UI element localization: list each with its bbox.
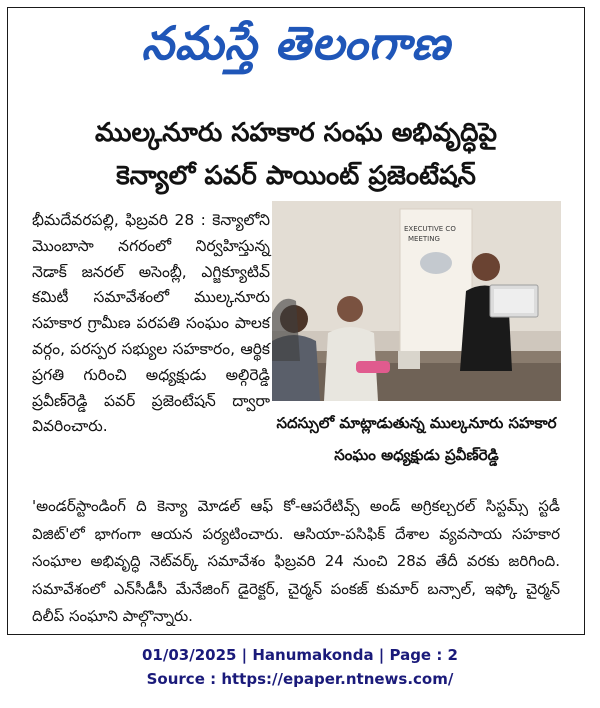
article-body-full-width [32, 493, 560, 631]
headline-line-2: కెన్యాలో పవర్ పాయింట్ ప్రజెంటేషన్ [116, 161, 476, 191]
article-photo [272, 201, 561, 401]
news-clipping [7, 7, 585, 635]
headline-line-1: ముల్కనూరు సహకార సంఘ అభివృద్ధిపై [95, 118, 497, 148]
banner-text-1: EXECUTIVE CO [404, 225, 456, 233]
newspaper-masthead: నమస్తే తెలంగాణ [141, 16, 451, 70]
banner-text-2: MEETING [408, 235, 440, 243]
source-link[interactable]: Source : https://epaper.ntnews.com/ [146, 670, 454, 688]
article-body-paragraph: భీమదేవరపల్లి, ఫిబ్రవరి 28 : కెన్యాలోని మొంబాసా నగరంలో నిర్వహిస్తున్న నెడాక్ జనరల్ అసెంబ్లీ, ఎగ్జిక్యూటివ్ కమిటీ సమావేశంలో ముల్కనూరు సహకార గ్రామీణ పరపతి సంఘం పాలక వర్గం, పరస్పర సభ్యుల సహకారం, ఆర్థిక ప్రగతి గురించి అధ్యక్షుడు అల్గిరెడ్డి ప్రవీణ్‌రెడ్డి పవర్ ప్రజెంటేషన్ ద్వారా వివరించారు. [32, 211, 270, 436]
article-body-paragraph-2: 'అండర్‌స్టాండింగ్ ది కెన్యా మోడల్ ఆఫ్ కో-ఆపరేటివ్స్ అండ్ అగ్రికల్చరల్ సిస్టమ్స్ స్టడీ విజిట్'లో భాగంగా ఆయన పర్యటించారు. ఆసియా-పసిఫిక్ దేశాల వ్యవసాయ సహకార సంఘాల అభివృద్ధి నెట్‌వర్క్ సమావేశం ఫిబ్రవరి 24 నుంచి 28వ తేదీ వరకు జరిగింది. సమావేశంలో ఎన్‌సీడీసీ మేనేజింగ్ డైరెక్టర్, చైర్మన్ పంకజ్ కుమార్ బన్సాల్, ఇఫ్కో చైర్మన్ దిలీప్ సంఘాని పాల్గొన్నారు. [32, 497, 560, 625]
article-body-column [32, 208, 270, 440]
dateline-edition-page: 01/03/2025 | Hanumakonda | Page : 2 [141, 646, 458, 664]
presentation-photo [272, 201, 561, 401]
photo-caption: సదస్సులో మాట్లాడుతున్న ముల్కనూరు సహకార సంఘం అధ్యక్షుడు ప్రవీణ్‌రెడ్డి [276, 414, 557, 464]
